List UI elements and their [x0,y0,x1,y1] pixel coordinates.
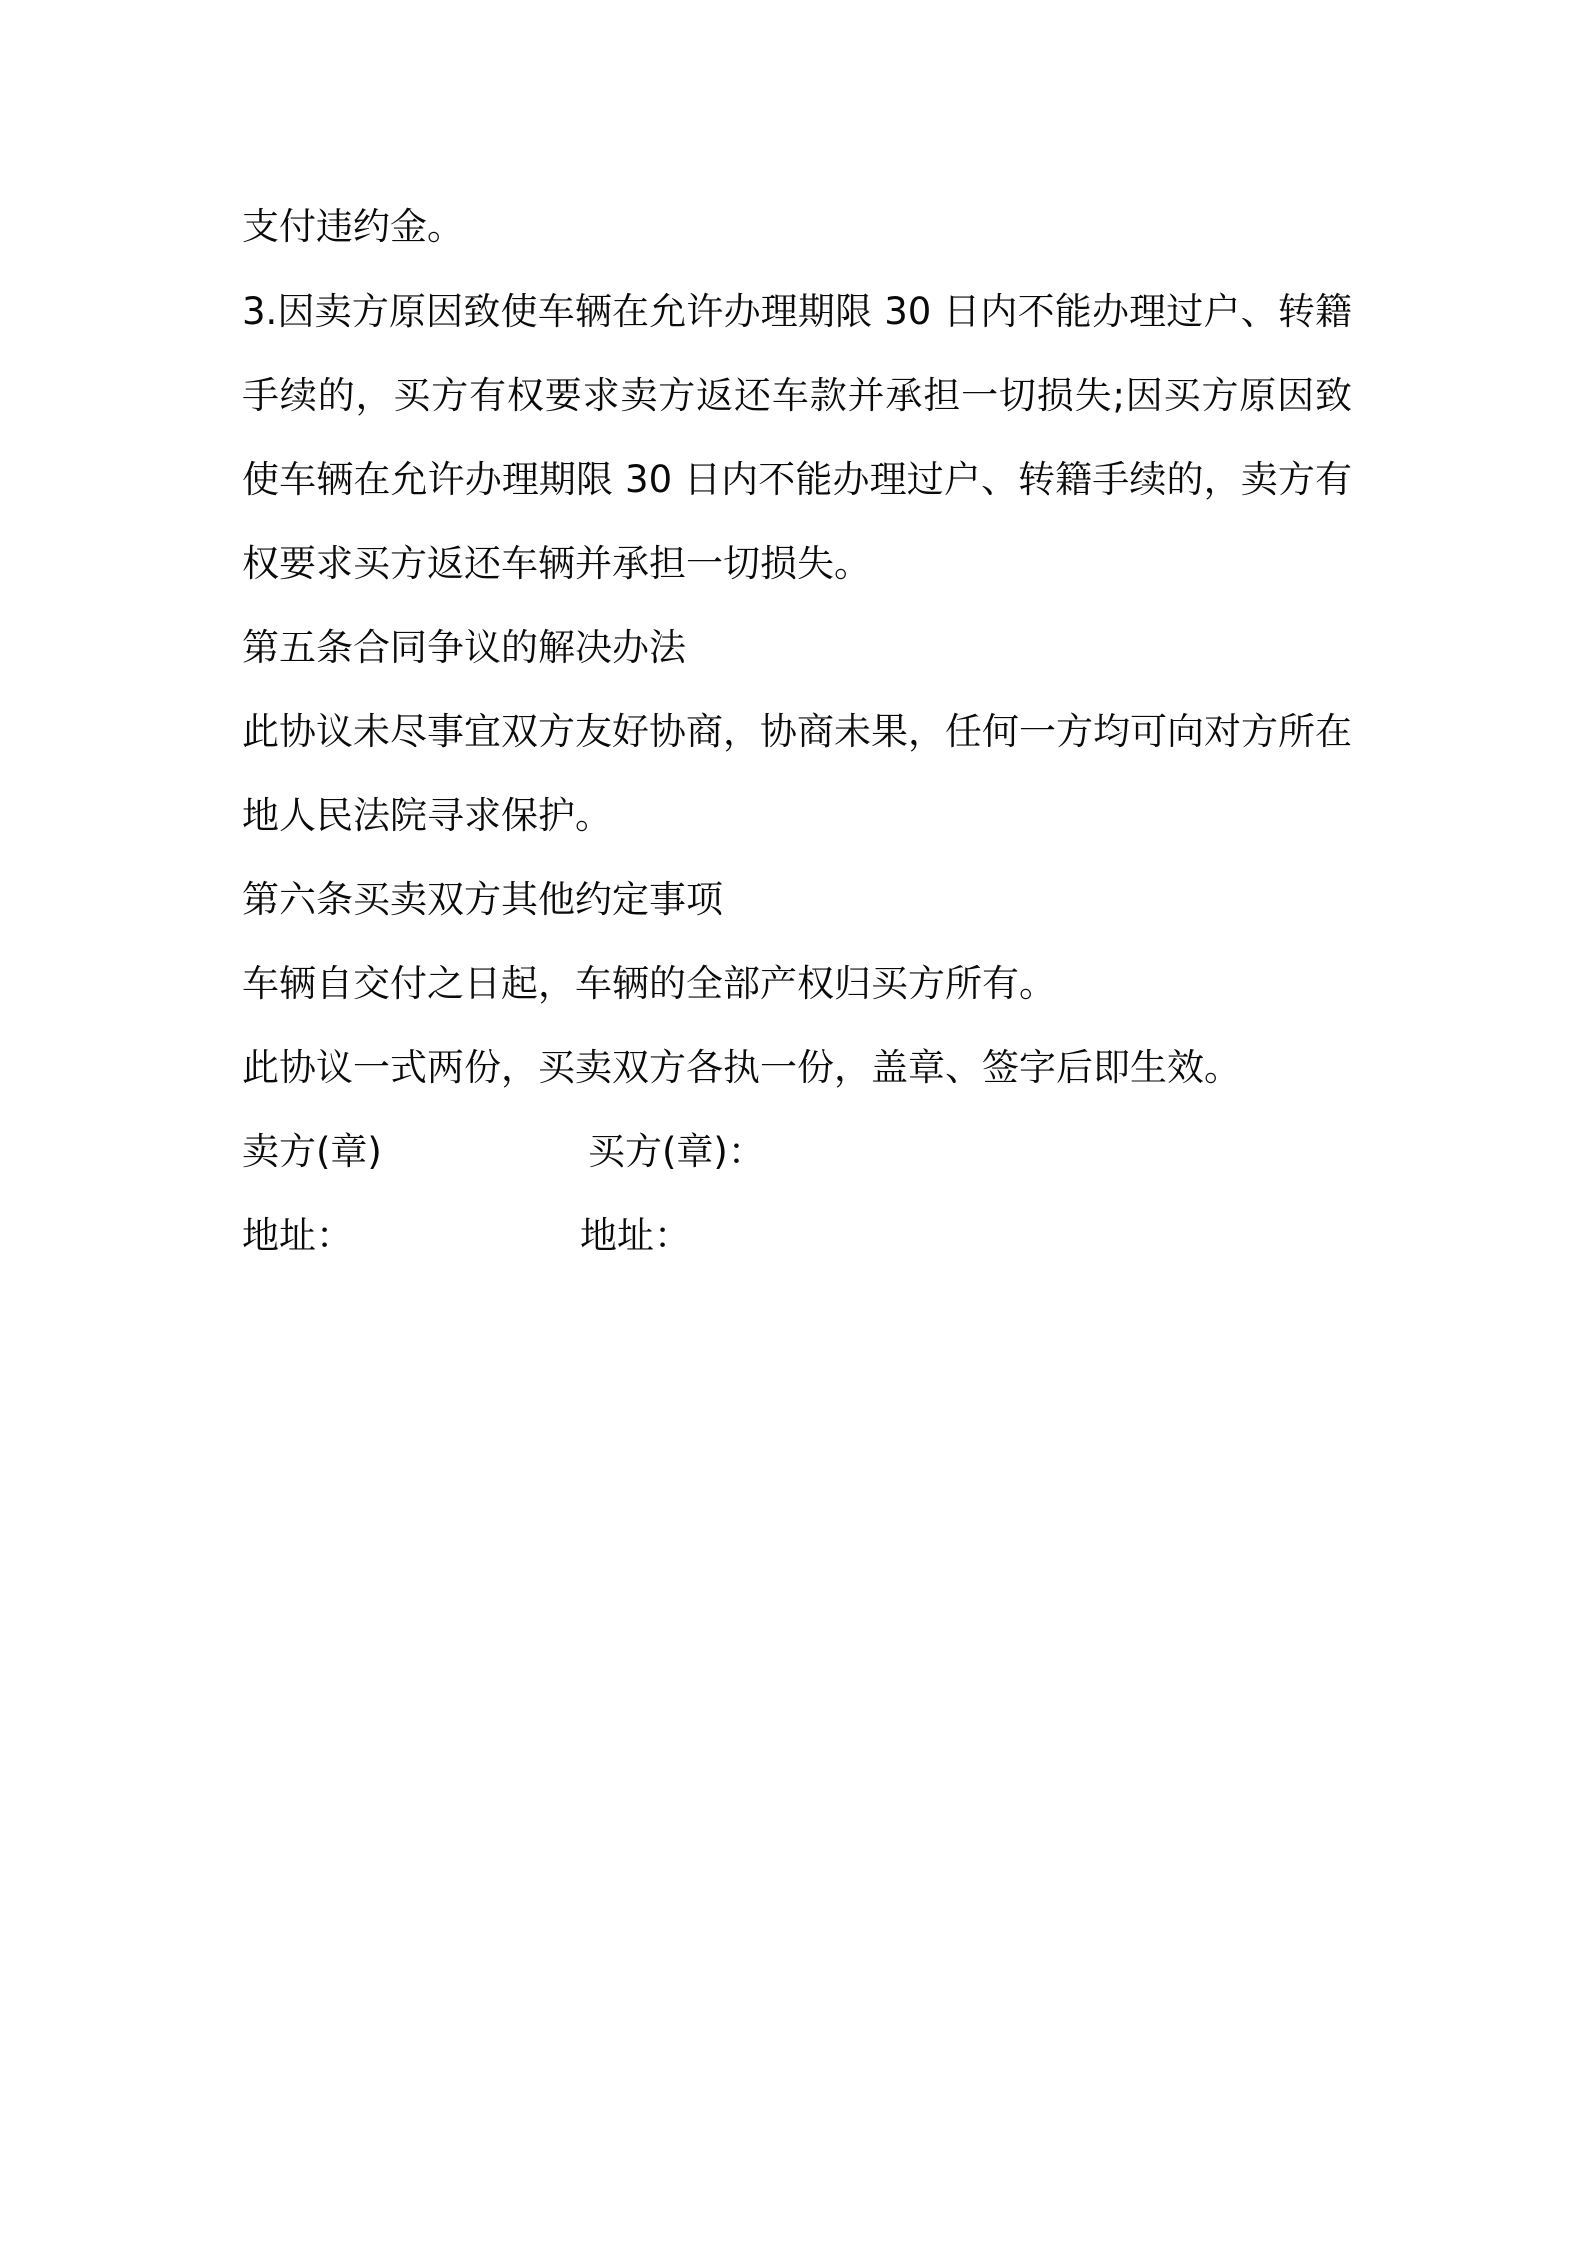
address-row [242,1214,1142,1257]
paragraph-line: 此协议未尽事宜双方友好协商，协商未果，任何一方均可向对方所在 [242,710,1352,753]
paragraph-line: 支付违约金。 [242,205,464,248]
section-heading-article-5: 第五条合同争议的解决办法 [242,626,686,669]
paragraph-line: 手续的，买方有权要求卖方返还车款并承担一切损失;因买方原因致 [242,374,1352,417]
buyer-seal-label: 买方(章)： [588,1130,765,1173]
paragraph-line: 权要求买方返还车辆并承担一切损失。 [242,542,871,585]
paragraph-line: 3.因卖方原因致使车辆在允许办理期限 30 日内不能办理过户、转籍 [242,290,1352,333]
buyer-address-label: 地址： [580,1214,691,1257]
seller-seal-label: 卖方(章) [242,1130,382,1173]
paragraph-line: 此协议一式两份，买卖双方各执一份，盖章、签字后即生效。 [242,1046,1241,1089]
paragraph-line: 地人民法院寻求保护。 [242,794,612,837]
signature-row [242,1130,1142,1173]
section-heading-article-6: 第六条买卖双方其他约定事项 [242,878,723,921]
seller-address-label: 地址： [242,1214,353,1257]
paragraph-line: 使车辆在允许办理期限 30 日内不能办理过户、转籍手续的，卖方有 [242,458,1352,501]
paragraph-line: 车辆自交付之日起，车辆的全部产权归买方所有。 [242,962,1056,1005]
